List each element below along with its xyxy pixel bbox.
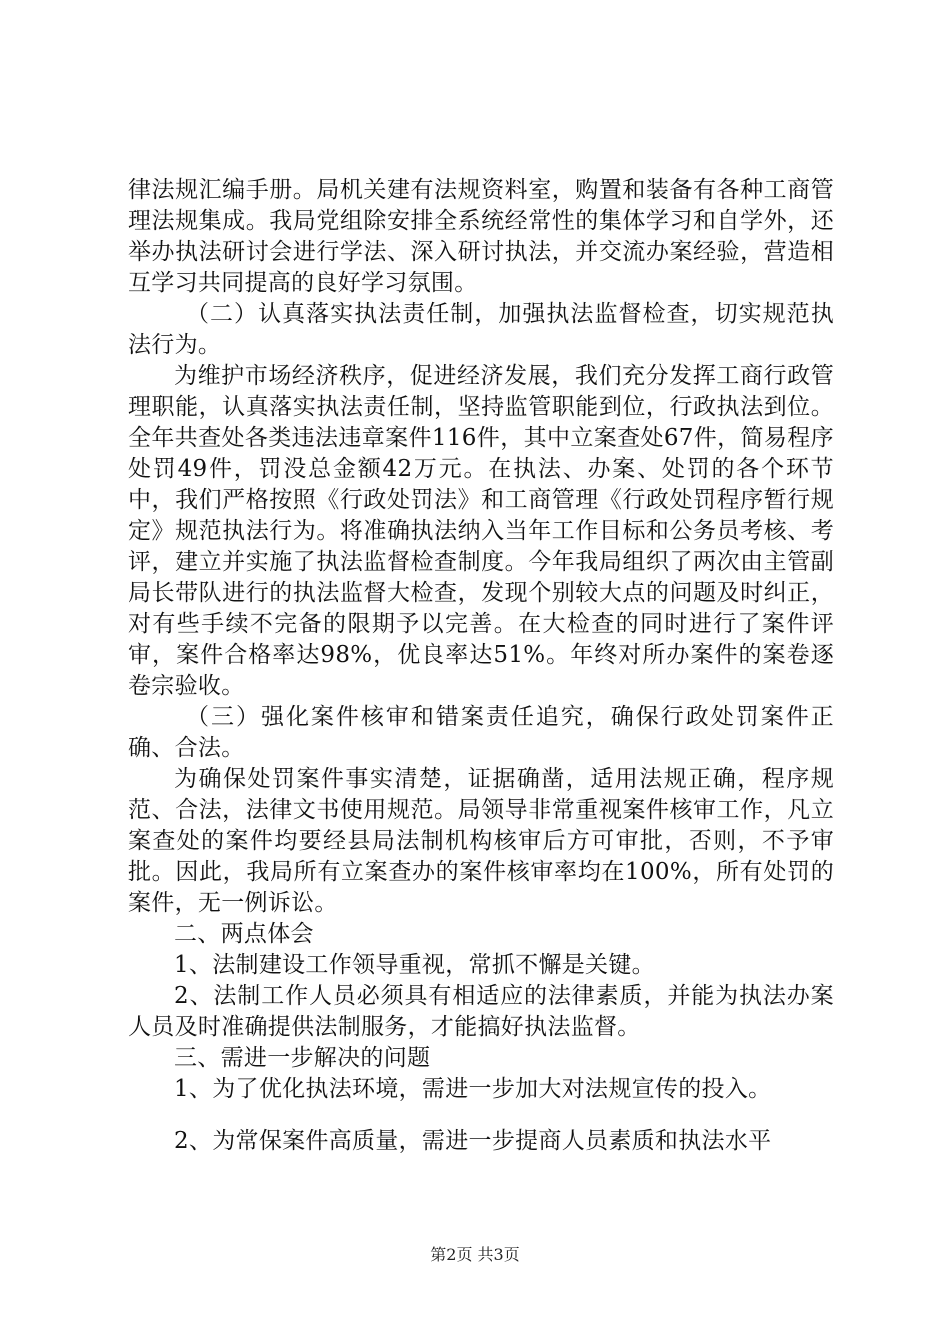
section-heading-2: （二）认真落实执法责任制，加强执法监督检查，切实规范执法行为。 (128, 301, 834, 358)
experience-item-2: 2、法制工作人员必须具有相适应的法律素质，并能为执法办案人员及时准确提供法制服务，才能搞好执法监督。 (128, 983, 834, 1040)
page-number-footer: 第2页 共3页 (430, 1245, 520, 1264)
problem-item-2: 2、为常保案件高质量，需进一步提商人员素质和执法水平 (174, 1128, 772, 1154)
paragraph-enforcement: 为维护市场经济秩序，促进经济发展，我们充分发挥工商行政管理职能，认真落实执法责任制，坚持监管职能到位，行政执法到位。全年共查处各类违法违章案件116件，其中立案查处67件，简易程序处罚49件，罚没总金额42万元。在执法、办案、处罚的各个环节中，我们严格按照《行政处罚法》和工商管理《行政处罚程序暂行规定》规范执法行为。将准确执法纳入当年工作目标和公务员考核、考评，建立并实施了执法监督检查制度。今年我局组织了两次由主管副局长带队进行的执法监督大检查，发现个别较大点的问题及时纠正，对有些手续不完备的限期予以完善。在大检查的同时进行了案件评审，案件合格率达98%，优良率达51%。年终对所办案件的案卷逐卷宗验收。 (128, 363, 834, 699)
document-body (128, 175, 834, 1157)
paragraph-case-review: 为确保处罚案件事实清楚，证据确凿，适用法规正确，程序规范、合法，法律文书使用规范。局领导非常重视案件核审工作，凡立案查处的案件均要经县局法制机构核审后方可审批，否则，不予审批。因此，我局所有立案查办的案件核审率均在100%，所有处罚的案件，无一例诉讼。 (128, 766, 834, 916)
experience-item-1: 1、法制建设工作领导重视，常抓不懈是关键。 (174, 952, 655, 978)
paragraph-continuation: 律法规汇编手册。局机关建有法规资料室，购置和装备有各种工商管理法规集成。我局党组除安排全系统经常性的集体学习和自学外，还举办执法研讨会进行学法、深入研讨执法，并交流办案经验，营造相互学习共同提高的良好学习氛围。 (128, 177, 834, 296)
section-heading-3: （三）强化案件核审和错案责任追究，确保行政处罚案件正确、合法。 (128, 704, 834, 761)
heading-experience: 二、两点体会 (174, 921, 314, 947)
problem-item-1: 1、为了优化执法环境，需进一步加大对法规宣传的投入。 (174, 1076, 772, 1102)
heading-problems: 三、需进一步解决的问题 (174, 1045, 431, 1071)
